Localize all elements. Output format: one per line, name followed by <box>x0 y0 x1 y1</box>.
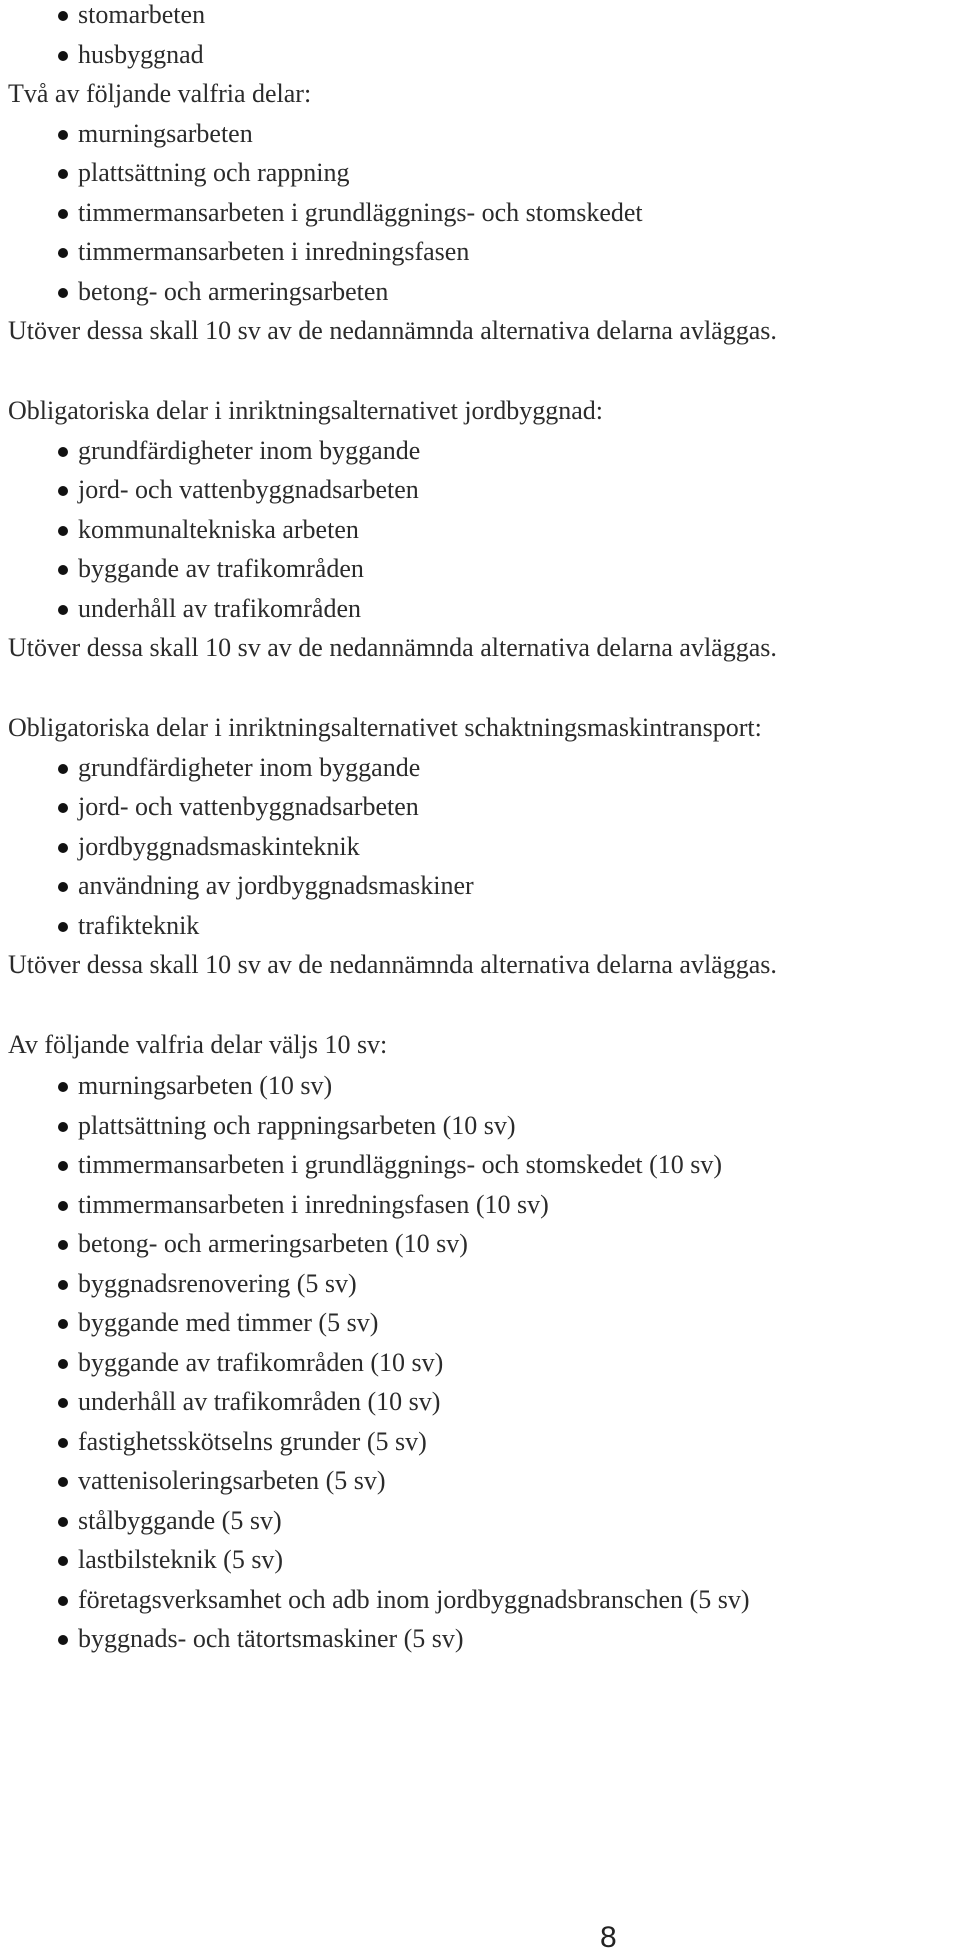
bullet-icon <box>58 1122 68 1132</box>
bullet-icon <box>58 1161 68 1171</box>
bullet-icon <box>58 130 68 140</box>
bullet-icon <box>58 803 68 813</box>
list-item: fastighetsskötselns grunder (5 sv) <box>78 1427 427 1457</box>
list-item: murningsarbeten (10 sv) <box>78 1071 332 1101</box>
page-number: 8 <box>600 1921 617 1954</box>
bullet-icon <box>58 1082 68 1092</box>
bullet-icon <box>58 1201 68 1211</box>
bullet-icon <box>58 1477 68 1487</box>
bullet-icon <box>58 11 68 21</box>
bullet-icon <box>58 1438 68 1448</box>
bullet-icon <box>58 1280 68 1290</box>
bullet-icon <box>58 882 68 892</box>
list-item: betong- och armeringsarbeten (10 sv) <box>78 1229 468 1259</box>
list-item: byggnads- och tätortsmaskiner (5 sv) <box>78 1624 464 1654</box>
bullet-icon <box>58 605 68 615</box>
list-item: vattenisoleringsarbeten (5 sv) <box>78 1466 386 1496</box>
list-item: timmermansarbeten i inredningsfasen <box>78 237 469 267</box>
section-heading: Obligatoriska delar i inriktningsalternativet schaktningsmaskintransport: <box>8 713 762 742</box>
bullet-icon <box>58 1596 68 1606</box>
list-item: jordbyggnadsmaskinteknik <box>78 832 360 862</box>
list-item: kommunaltekniska arbeten <box>78 515 359 545</box>
bullet-icon <box>58 1359 68 1369</box>
bullet-icon <box>58 1556 68 1566</box>
list-item: underhåll av trafikområden (10 sv) <box>78 1387 440 1417</box>
section-heading: Obligatoriska delar i inriktningsalternativet jordbyggnad: <box>8 396 603 425</box>
list-item: plattsättning och rappning <box>78 158 350 188</box>
bullet-icon <box>58 288 68 298</box>
list-item: timmermansarbeten i grundläggnings- och stomskedet <box>78 198 643 228</box>
list-item: företagsverksamhet och adb inom jordbyggnadsbranschen (5 sv) <box>78 1585 749 1615</box>
choice-heading: Två av följande valfria delar: <box>8 79 312 108</box>
list-item: jord- och vattenbyggnadsarbeten <box>78 792 419 822</box>
bullet-icon <box>58 248 68 258</box>
bullet-icon <box>58 447 68 457</box>
list-item: byggande av trafikområden (10 sv) <box>78 1348 443 1378</box>
bullet-icon <box>58 1635 68 1645</box>
bullet-icon <box>58 486 68 496</box>
list-item: byggnadsrenovering (5 sv) <box>78 1269 357 1299</box>
bullet-icon <box>58 1319 68 1329</box>
list-item: byggande med timmer (5 sv) <box>78 1308 378 1338</box>
bullet-icon <box>58 922 68 932</box>
list-item: plattsättning och rappningsarbeten (10 sv) <box>78 1111 516 1141</box>
bullet-icon <box>58 209 68 219</box>
bullet-icon <box>58 1517 68 1527</box>
section-footer: Utöver dessa skall 10 sv av de nedannämnda alternativa delarna avläggas. <box>8 633 777 662</box>
list-item: användning av jordbyggnadsmaskiner <box>78 871 474 901</box>
list-item: jord- och vattenbyggnadsarbeten <box>78 475 419 505</box>
list-item: byggande av trafikområden <box>78 554 364 584</box>
list-item: husbyggnad <box>78 40 204 70</box>
section-footer: Utöver dessa skall 10 sv av de nedannämnda alternativa delarna avläggas. <box>8 950 777 979</box>
list-item: underhåll av trafikområden <box>78 594 361 624</box>
list-item: timmermansarbeten i grundläggnings- och stomskedet (10 sv) <box>78 1150 722 1180</box>
list-item: timmermansarbeten i inredningsfasen (10 sv) <box>78 1190 549 1220</box>
list-item: grundfärdigheter inom byggande <box>78 753 420 783</box>
bullet-icon <box>58 1398 68 1408</box>
list-item: stomarbeten <box>78 0 205 30</box>
section-heading: Av följande valfria delar väljs 10 sv: <box>8 1030 388 1059</box>
list-item: lastbilsteknik (5 sv) <box>78 1545 283 1575</box>
list-item: stålbyggande (5 sv) <box>78 1506 282 1536</box>
bullet-icon <box>58 843 68 853</box>
list-item: trafikteknik <box>78 911 199 941</box>
bullet-icon <box>58 1240 68 1250</box>
bullet-icon <box>58 565 68 575</box>
list-item: betong- och armeringsarbeten <box>78 277 388 307</box>
bullet-icon <box>58 51 68 61</box>
section-footer: Utöver dessa skall 10 sv av de nedannämnda alternativa delarna avläggas. <box>8 316 777 345</box>
list-item: murningsarbeten <box>78 119 253 149</box>
list-item: grundfärdigheter inom byggande <box>78 436 420 466</box>
bullet-icon <box>58 526 68 536</box>
bullet-icon <box>58 169 68 179</box>
bullet-icon <box>58 764 68 774</box>
